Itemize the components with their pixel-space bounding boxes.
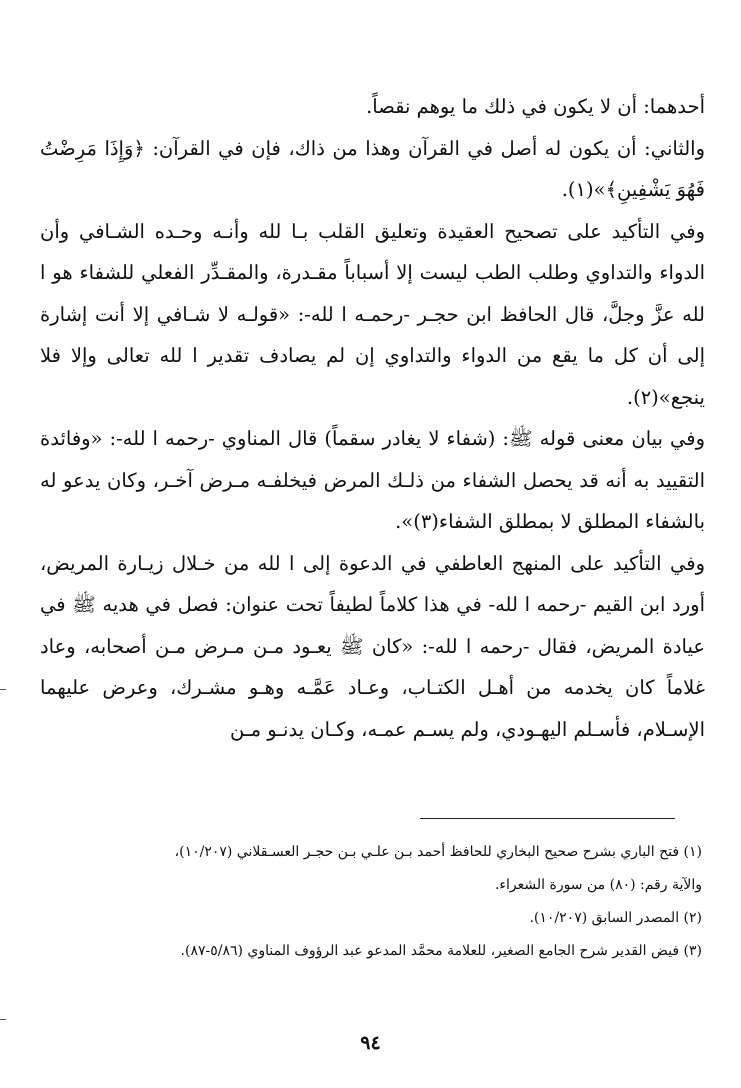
- footnotes: [40, 836, 702, 968]
- page-number: ٩٤: [360, 1032, 381, 1054]
- footnote-divider: [420, 818, 675, 819]
- paragraph-3: وفي التأكيد على تصحيح العقيدة وتعليق القلب بـا لله وأنـه وحـده الشـافي وأن الدواء والتداوي وطلب الطب ليست إلا أسباباً مقـدرة، والمقـدِّر الفعلي للشفاء هو ا لله عزَّ وجلَّ، قال الحافظ ابن حجـر -رحمـه ا لله-: «قولـه لا شـافي إلا أنت إشارة إلى أن كل ما يقع من الدواء والتداوي إن لم يصادف تقدير ا لله تعالى وإلا فلا ينجع»(٢).: [40, 219, 705, 409]
- paragraph-5: وفي التأكيد على المنهج العاطفي في الدعوة إلى ا لله من خـلال زيـارة المريض، أورد ابن القيم -رحمه ا لله- في هذا كلاماً لطيفاً تحت عنوان: فصل في هديه ﷺ في عيادة المريض، فقال -رحمه ا لله-: «كان ﷺ يعـود مـن مـرض مـن أصحابه، وعاد غلاماً كان يخدمه من أهـل الكتـاب، وعـاد عَمَّـه وهـو مشـرك، وعرض عليهما الإسـلام، فأسـلم اليهـودي، ولم يسـم عمـه، وكـان يدنـو مـن: [40, 551, 705, 741]
- scan-edge-mark: [0, 689, 6, 690]
- footnote-2: (٢) المصدر السابق (١٠/٢٠٧).: [529, 910, 702, 926]
- paragraph-1: أحدهما: أن لا يكون في ذلك ما يوهم نقصاً.: [366, 95, 705, 118]
- footnote-1-continuation: والآية رقم: (٨٠) من سورة الشعراء.: [494, 877, 702, 893]
- scan-edge-mark: [0, 1019, 6, 1020]
- footnote-1: (١) فتح الباري بشرح صحيح البخاري للحافظ أحمد بـن علـي بـن حجـر العسـقلاني (١٠/٢٠٧)،: [174, 844, 702, 860]
- footnote-3: (٣) فيض القدير شرح الجامع الصغير، للعلامة محمَّد المدعو عبد الرؤوف المناوي (٥/٨٦-٨٧).: [180, 943, 702, 959]
- paragraph-2: والثاني: أن يكون له أصل في القرآن وهذا من ذاك، فإن في القرآن: ﴿وَإِذَا مَرِضْتُ فَهُوَ يَشْفِينِ﴾»(١).: [40, 136, 705, 201]
- paragraph-4: وفي بيان معنى قوله ﷺ: (شفاء لا يغادر سقماً) قال المناوي -رحمه ا لله-: «وفائدة التقييد به أنه قد يحصل الشفاء من ذلـك المرض فيخلفـه مـرض آخـر، وكان يدعو له بالشفاء المطلق لا بمطلق الشفاء(٣)».: [40, 427, 705, 533]
- main-text: [40, 86, 705, 750]
